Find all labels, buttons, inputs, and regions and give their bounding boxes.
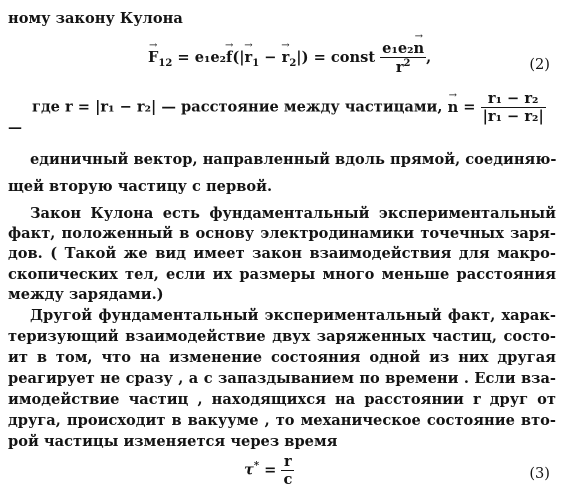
eq3-fraction bbox=[281, 453, 294, 488]
text-line-8: Другой фундаментальный экспериментальный факт, харак- bbox=[30, 307, 556, 324]
eq2-fraction bbox=[380, 40, 426, 76]
eq2-comma: , bbox=[426, 48, 432, 66]
text-line-9: теризующий взаимодействие двух заряженных частиц, состо- bbox=[8, 328, 556, 345]
eq2-r2-sub: 2 bbox=[289, 57, 297, 69]
eq2-lhs: → F bbox=[148, 49, 158, 66]
eq2-minus: − bbox=[259, 48, 282, 66]
eq2-den-sup: 2 bbox=[403, 58, 411, 69]
eq2-denominator bbox=[380, 57, 426, 76]
eq3-lhs-sup: * bbox=[253, 460, 260, 472]
text-line-1: единичный вектор, направленный вдоль прямой, соединяю- bbox=[30, 151, 557, 168]
where-dash: — bbox=[8, 120, 22, 136]
eq2-num-text: e₁e₂ bbox=[382, 40, 414, 57]
eq2-r1-sub: 1 bbox=[252, 57, 260, 69]
text-line-2: щей вторую частицу с первой. bbox=[8, 178, 273, 195]
eq2-numerator bbox=[380, 40, 426, 57]
where-fraction bbox=[481, 90, 546, 125]
where-denominator: |r₁ − r₂| bbox=[482, 108, 544, 125]
eq3-denominator: c bbox=[283, 471, 293, 488]
eq3-eq-sign: = bbox=[259, 461, 282, 479]
text-line-6: скопических тел, если их размеры много меньше расстояния bbox=[8, 266, 556, 283]
eq2-e1e2: e₁e₂ bbox=[194, 48, 227, 66]
where-line bbox=[32, 90, 546, 125]
eq2-eq-sign: = bbox=[172, 48, 195, 66]
equation-2 bbox=[148, 40, 431, 76]
eq2-f: → f bbox=[226, 49, 232, 66]
eq2-arg-open: (| bbox=[232, 48, 245, 66]
text-line-top: ному закону Кулона bbox=[8, 10, 183, 27]
eq2-r2: → r bbox=[282, 49, 290, 66]
where-numerator: r₁ − r₂ bbox=[487, 90, 539, 107]
eq3-numerator: r bbox=[284, 453, 292, 470]
eq2-arg-close: |) = const bbox=[296, 48, 376, 66]
eq2-den-text: r bbox=[395, 58, 404, 76]
eq3-lhs: τ bbox=[244, 461, 254, 479]
text-line-3: Закон Кулона есть фундаментальный экспериментальный bbox=[30, 205, 556, 222]
text-line-13: друга, происходит в вакууме , то механическое состояние вто- bbox=[8, 412, 556, 429]
text-line-7: между зарядами.) bbox=[8, 286, 164, 303]
equation-3-number: (3) bbox=[529, 465, 550, 482]
text-line-10: ит в том, что на изменение состояния одной из них другая bbox=[8, 349, 556, 366]
equation-2-number: (2) bbox=[529, 56, 550, 73]
where-eq: = bbox=[458, 98, 481, 116]
eq2-lhs-sub: 12 bbox=[158, 57, 173, 69]
text-line-11: реагирует не сразу , а с запаздыванием по времени . Если вза- bbox=[8, 370, 556, 387]
where-n: → n bbox=[448, 99, 459, 116]
text-line-4: факт, положенный в основу электродинамики точечных заря- bbox=[8, 225, 556, 242]
text-line-14: рой частицы изменяется через время bbox=[8, 433, 338, 450]
equation-3 bbox=[244, 453, 294, 488]
text-line-12: имодействие частиц , находящихся на расстоянии r друг от bbox=[8, 391, 556, 408]
eq2-num-n: → n bbox=[414, 40, 425, 57]
eq2-r1: → r bbox=[245, 49, 253, 66]
where-text: где r = |r₁ − r₂| — расстояние между частицами, bbox=[32, 98, 443, 116]
text-line-5: дов. ( Такой же вид имеет закон взаимодействия для макро- bbox=[8, 245, 556, 262]
